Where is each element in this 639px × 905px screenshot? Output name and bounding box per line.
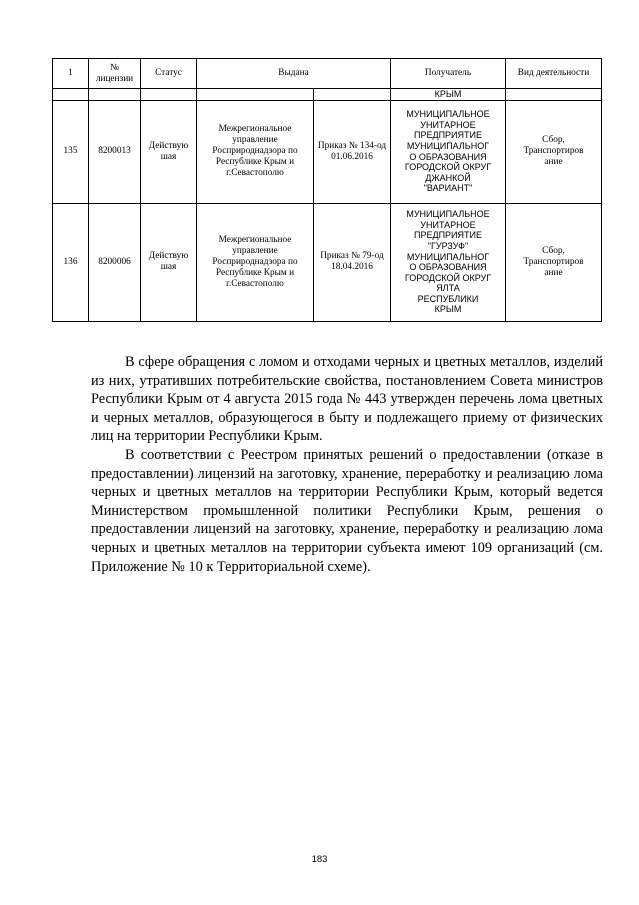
table-header-row [53, 59, 602, 89]
header-number: 1 [53, 59, 89, 89]
paragraph-scrap-metal-list: В сфере обращения с ломом и отходами черных и цветных металлов, изделий из них, утративших потребительские свойства, постановлением Совета министров Республики Крым от 4 августа 2015 года № 443 утвержден перечень лома цветных и черных металлов, образующегося в быту и подлежащего приему от физических лиц на территории Республики Крым. [91, 354, 603, 445]
row-number: 136 [53, 203, 89, 321]
license-number: 8200013 [89, 100, 141, 203]
body-text [91, 353, 603, 576]
recipient-cell: МУНИЦИПАЛЬНОЕ УНИТАРНОЕ ПРЕДПРИЯТИЕ МУНИЦИПАЛЬНОГ О ОБРАЗОВАНИЯ ГОРОДСКОЙ ОКРУГ ДЖАНКОЙ "ВАРИАНТ" [391, 100, 506, 203]
header-license: № лицензии [89, 59, 141, 89]
region-label: КРЫМ [391, 89, 506, 101]
recipient-cell: МУНИЦИПАЛЬНОЕ УНИТАРНОЕ ПРЕДПРИЯТИЕ "ГУРЗУФ" МУНИЦИПАЛЬНОГ О ОБРАЗОВАНИЯ ГОРОДСКОЙ ОКРУГ ЯЛТА РЕСПУБЛИКИ КРЫМ [391, 203, 506, 321]
page-number: 183 [311, 854, 328, 865]
license-number: 8200006 [89, 203, 141, 321]
table-row [53, 100, 602, 203]
region-row [53, 89, 602, 101]
header-issued-by: Выдана [197, 59, 391, 89]
activity-cell: Сбор, Транспортиров ание [506, 203, 602, 321]
issuer-cell: Межрегиональное управление Росприроднадзора по Республике Крым и г.Севастополю [197, 203, 314, 321]
activity-cell: Сбор, Транспортиров ание [506, 100, 602, 203]
order-cell: Приказ № 134-од 01.06.2016 [314, 100, 391, 203]
licenses-table [52, 58, 602, 322]
table-row [53, 203, 602, 321]
issuer-cell: Межрегиональное управление Росприроднадзора по Республике Крым и г.Севастополю [197, 100, 314, 203]
status-cell: Действую шая [141, 203, 197, 321]
status-cell: Действую шая [141, 100, 197, 203]
order-cell: Приказ № 79-од 18.04.2016 [314, 203, 391, 321]
row-number: 135 [53, 100, 89, 203]
header-status: Статус [141, 59, 197, 89]
header-recipient: Получатель [391, 59, 506, 89]
paragraph-license-registry: В соответствии с Реестром принятых решений о предоставлении (отказе в предоставлении) лицензий на заготовку, хранение, переработку и реализацию лома черных и цветных металлов на территории Республики Крым, который ведется Министерством промышленной политики Республики Крым, решения о предоставлении лицензий на заготовку, хранение, переработку и реализацию лома черных и цветных металлов на территории субъекта имеют 109 организаций (см. Приложение № 10 к Территориальной схеме). [91, 446, 603, 575]
header-activity: Вид деятельности [506, 59, 602, 89]
